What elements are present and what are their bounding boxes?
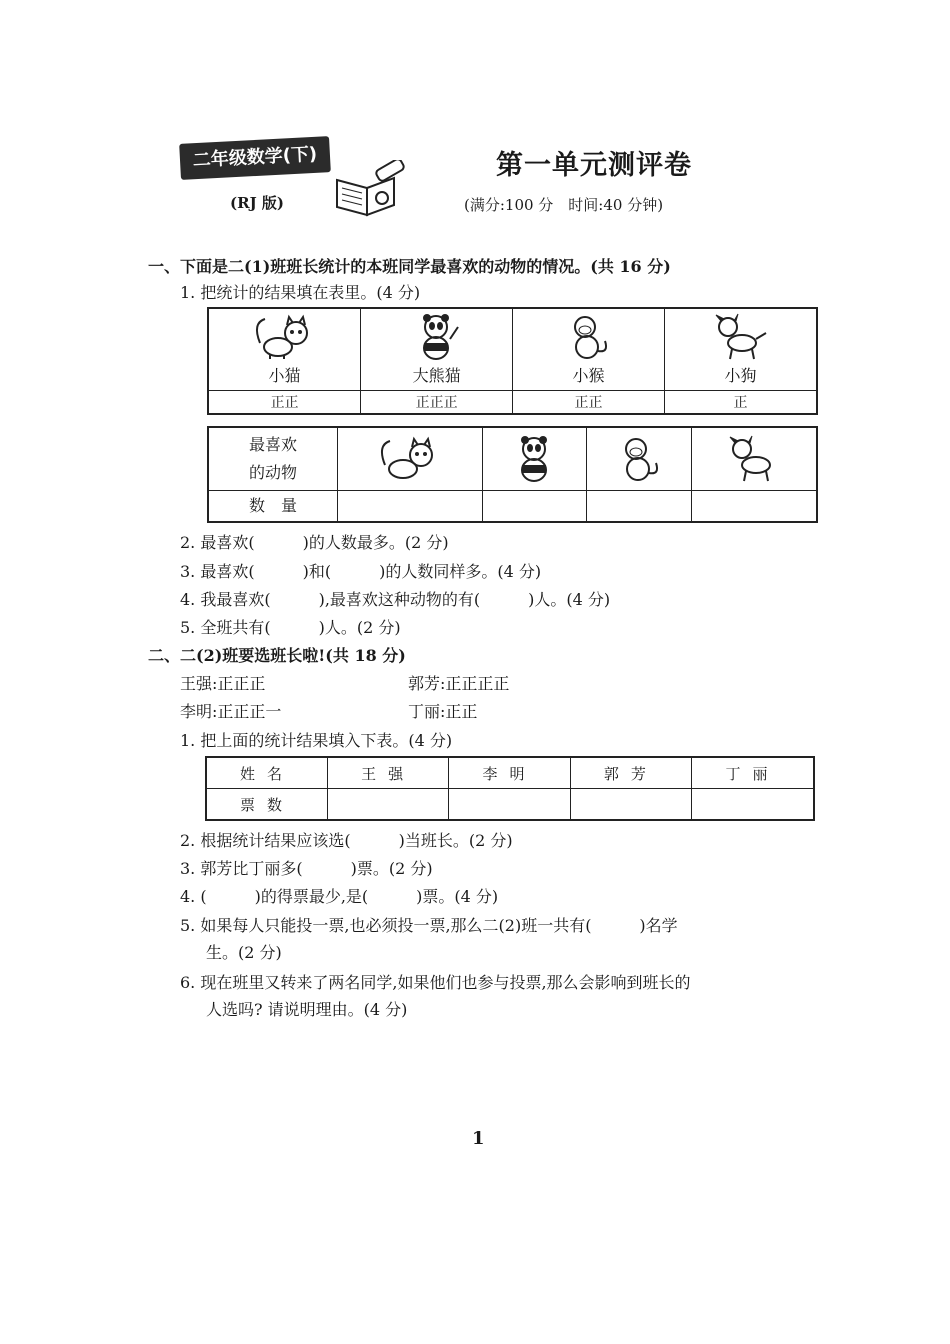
grade-badge: 二年级数学(下) (179, 136, 331, 180)
section1-q2: 2. 最喜欢( )的人数最多。(2 分) (180, 533, 449, 552)
tally-guo: 郭芳:正正正正 (408, 674, 510, 693)
section2-q4: 4. ( )的得票最少,是( )票。(4 分) (180, 887, 499, 906)
animal-name: 小狗 (724, 366, 757, 385)
section2-q6-line1: 6. 现在班里又转来了两名同学,如果他们也参与投票,那么会影响到班长的 (180, 973, 691, 992)
page-title: 第一单元测评卷 (496, 150, 692, 181)
animal-tally-table (207, 307, 818, 415)
votes-answer-cell[interactable] (570, 789, 691, 821)
tally-panda: 正正正 (361, 391, 513, 415)
section1-q4: 4. 我最喜欢( ),最喜欢这种动物的有( )人。(4 分) (180, 590, 611, 609)
header-panda-cell (483, 427, 587, 491)
monkey-icon (614, 435, 664, 483)
answer-cell-panda[interactable] (483, 491, 587, 523)
section1-q5: 5. 全班共有( )人。(2 分) (180, 618, 401, 637)
tally-li: 李明:正正正一 (180, 702, 282, 721)
book-illustration-icon (332, 160, 412, 220)
animal-name: 小猫 (268, 366, 301, 385)
votes-answer-cell[interactable] (692, 789, 814, 821)
favorite-animal-count-table (207, 426, 818, 523)
answer-cell-monkey[interactable] (587, 491, 691, 523)
score-time-info: (满分:100 分 时间:40 分钟) (464, 196, 664, 214)
panda-icon (510, 435, 560, 483)
animal-cell-dog (664, 308, 817, 391)
tally-monkey: 正正 (513, 391, 665, 415)
page-number: 1 (472, 1128, 485, 1149)
votes-answer-cell[interactable] (449, 789, 570, 821)
header-dog-cell (691, 427, 817, 491)
section2-q1: 1. 把上面的统计结果填入下表。(4 分) (180, 731, 453, 750)
answer-cell-dog[interactable] (691, 491, 817, 523)
quantity-label: 数 量 (208, 491, 338, 523)
votes-answer-cell[interactable] (328, 789, 449, 821)
section2-heading: 二、二(2)班要选班长啦!(共 18 分) (148, 646, 406, 665)
section1-q3: 3. 最喜欢( )和( )的人数同样多。(4 分) (180, 562, 542, 581)
section2-q5-line1: 5. 如果每人只能投一票,也必须投一票,那么二(2)班一共有( )名学 (180, 916, 678, 935)
cat-icon (250, 313, 320, 361)
candidate-name: 郭芳 (570, 757, 691, 789)
header-monkey-cell (587, 427, 691, 491)
candidate-name: 李明 (449, 757, 570, 789)
animal-cell-monkey (513, 308, 665, 391)
favorite-animal-label (208, 427, 338, 491)
animal-name: 大熊猫 (412, 366, 461, 385)
tally-ding: 丁丽:正正 (408, 702, 478, 721)
panda-icon (412, 313, 462, 361)
name-header: 姓名 (206, 757, 328, 789)
candidate-name: 王强 (328, 757, 449, 789)
votes-header: 票数 (206, 789, 328, 821)
animal-cell-panda (361, 308, 513, 391)
vote-count-table (205, 756, 815, 821)
section1-q1: 1. 把统计的结果填在表里。(4 分) (180, 283, 421, 302)
label-line-2: 的动物 (248, 463, 297, 482)
tally-wang: 王强:正正正 (180, 674, 266, 693)
tally-cat: 正正 (208, 391, 361, 415)
dog-icon (710, 313, 770, 361)
tally-dog: 正 (664, 391, 817, 415)
dog-icon (724, 435, 784, 483)
section1-heading: 一、下面是二(1)班班长统计的本班同学最喜欢的动物的情况。(共 16 分) (148, 257, 671, 276)
monkey-icon (563, 313, 613, 361)
animal-name: 小猴 (572, 366, 605, 385)
label-line-1: 最喜欢 (248, 435, 297, 454)
candidate-name: 丁丽 (692, 757, 814, 789)
edition-label: (RJ 版) (230, 194, 284, 212)
section2-q6-line2: 人选吗? 请说明理由。(4 分) (206, 1000, 408, 1019)
section2-q2: 2. 根据统计结果应该选( )当班长。(2 分) (180, 831, 513, 850)
answer-cell-cat[interactable] (338, 491, 483, 523)
header-cat-cell (338, 427, 483, 491)
section2-q3: 3. 郭芳比丁丽多( )票。(2 分) (180, 859, 433, 878)
section2-q5-line2: 生。(2 分) (206, 943, 282, 962)
animal-cell-cat (208, 308, 361, 391)
cat-icon (375, 435, 445, 483)
